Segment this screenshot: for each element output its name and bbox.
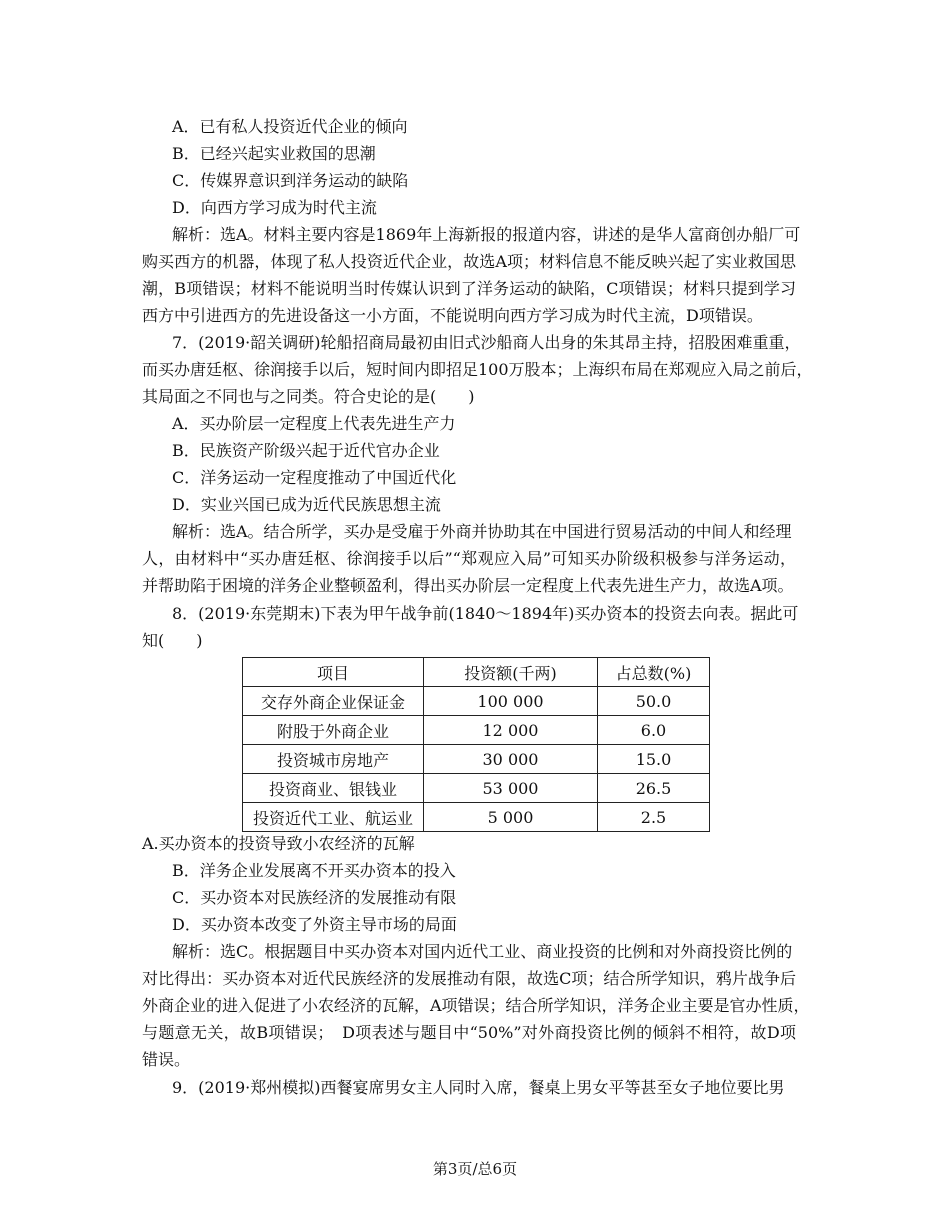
table-cell: 6.0 <box>598 716 710 745</box>
q6-analysis-line: 购买西方的机器，体现了私人投资近代企业，故选A项；材料信息不能反映兴起了实业救国思 <box>142 252 796 271</box>
q6-analysis-line: 解析：选A。材料主要内容是1869年上海新报的报道内容，讲述的是华人富商创办船厂可 <box>172 225 801 244</box>
q8-analysis-line: 对比得出：买办资本对近代民族经济的发展推动有限，故选C项；结合所学知识，鸦片战争后 <box>142 969 796 988</box>
q8-analysis-line: 外商企业的进入促进了小农经济的瓦解，A项错误；结合所学知识，洋务企业主要是官办性质， <box>142 996 810 1015</box>
q6-analysis-line: 潮，B项错误；材料不能说明当时传媒认识到了洋务运动的缺陷，C项错误；材料只提到学习 <box>142 279 796 298</box>
table-cell: 100 000 <box>424 687 598 716</box>
table-row <box>243 716 710 745</box>
q8-stem-line: 知( ) <box>142 631 203 650</box>
q6-option-d: D．向西方学习成为时代主流 <box>172 198 377 217</box>
q9-stem-line: 9．(2019·郑州模拟)西餐宴席男女主人同时入席，餐桌上男女平等甚至女子地位要比男 <box>172 1078 785 1097</box>
q7-option-c: C．洋务运动一定程度推动了中国近代化 <box>172 468 457 487</box>
q7-option-a: A．买办阶层一定程度上代表先进生产力 <box>172 414 456 433</box>
page-number-footer: 第3页/总6页 <box>432 1160 518 1178</box>
q8-analysis-line: 与题意无关，故B项错误； D项表述与题目中“50%”对外商投资比例的倾斜不相符，故D项 <box>142 1023 796 1042</box>
q6-option-b: B．已经兴起实业救国的思潮 <box>172 144 376 163</box>
q8-analysis-line: 解析：选C。根据题目中买办资本对国内近代工业、商业投资的比例和对外商投资比例的 <box>172 942 793 961</box>
table-header-cell: 占总数(%) <box>598 658 710 687</box>
q7-stem-line: 7．(2019·韶关调研)轮船招商局最初由旧式沙船商人出身的朱其昂主持，招股困难重重， <box>172 333 801 352</box>
table-header-cell: 项目 <box>243 658 424 687</box>
q6-option-a: A．已有私人投资近代企业的倾向 <box>172 117 408 136</box>
table-row <box>243 774 710 803</box>
table-cell: 5 000 <box>424 803 598 832</box>
table-cell: 50.0 <box>598 687 710 716</box>
q8-option-c: C．买办资本对民族经济的发展推动有限 <box>172 888 457 907</box>
q8-stem-line: 8．(2019·东莞期末)下表为甲午战争前(1840～1894年)买办资本的投资去向表。据此可 <box>172 604 799 623</box>
table-header-row <box>243 658 710 687</box>
table-cell: 2.5 <box>598 803 710 832</box>
q7-analysis-line: 人，由材料中“买办唐廷枢、徐润接手以后”“郑观应入局”可知买办阶级积极参与洋务运动， <box>142 549 796 568</box>
q6-analysis-line: 西方中引进西方的先进设备这一小方面，不能说明向西方学习成为时代主流，D项错误。 <box>142 306 763 325</box>
table-cell: 15.0 <box>598 745 710 774</box>
q8-option-a: A.买办资本的投资导致小农经济的瓦解 <box>142 834 415 853</box>
q7-analysis-line: 并帮助陷于困境的洋务企业整顿盈利，得出买办阶层一定程度上代表先进生产力，故选A项。 <box>142 576 794 595</box>
table-cell: 交存外商企业保证金 <box>243 687 424 716</box>
q7-stem-line: 其局面之不同也与之同类。符合史论的是( ) <box>142 387 475 406</box>
q7-stem-line: 而买办唐廷枢、徐润接手以后，短时间内即招足100万股本；上海织布局在郑观应入局之前后， <box>142 360 813 379</box>
q7-option-d: D．实业兴国已成为近代民族思想主流 <box>172 495 441 514</box>
table-row <box>243 745 710 774</box>
q8-option-d: D．买办资本改变了外资主导市场的局面 <box>172 915 457 934</box>
q7-option-b: B．民族资产阶级兴起于近代官办企业 <box>172 441 440 460</box>
table-cell: 投资城市房地产 <box>243 745 424 774</box>
table-cell: 投资近代工业、航运业 <box>243 803 424 832</box>
investment-table <box>242 657 710 832</box>
table-row <box>243 687 710 716</box>
table-cell: 30 000 <box>424 745 598 774</box>
q8-option-b: B．洋务企业发展离不开买办资本的投入 <box>172 861 456 880</box>
table-cell: 26.5 <box>598 774 710 803</box>
q7-analysis-line: 解析：选A。结合所学，买办是受雇于外商并协助其在中国进行贸易活动的中间人和经理 <box>172 522 792 541</box>
table-cell: 53 000 <box>424 774 598 803</box>
table-header-cell: 投资额(千两) <box>424 658 598 687</box>
table-cell: 附股于外商企业 <box>243 716 424 745</box>
q6-option-c: C．传媒界意识到洋务运动的缺陷 <box>172 171 409 190</box>
table-row <box>243 803 710 832</box>
table-cell: 12 000 <box>424 716 598 745</box>
q8-analysis-line: 错误。 <box>142 1050 191 1069</box>
table-cell: 投资商业、银钱业 <box>243 774 424 803</box>
